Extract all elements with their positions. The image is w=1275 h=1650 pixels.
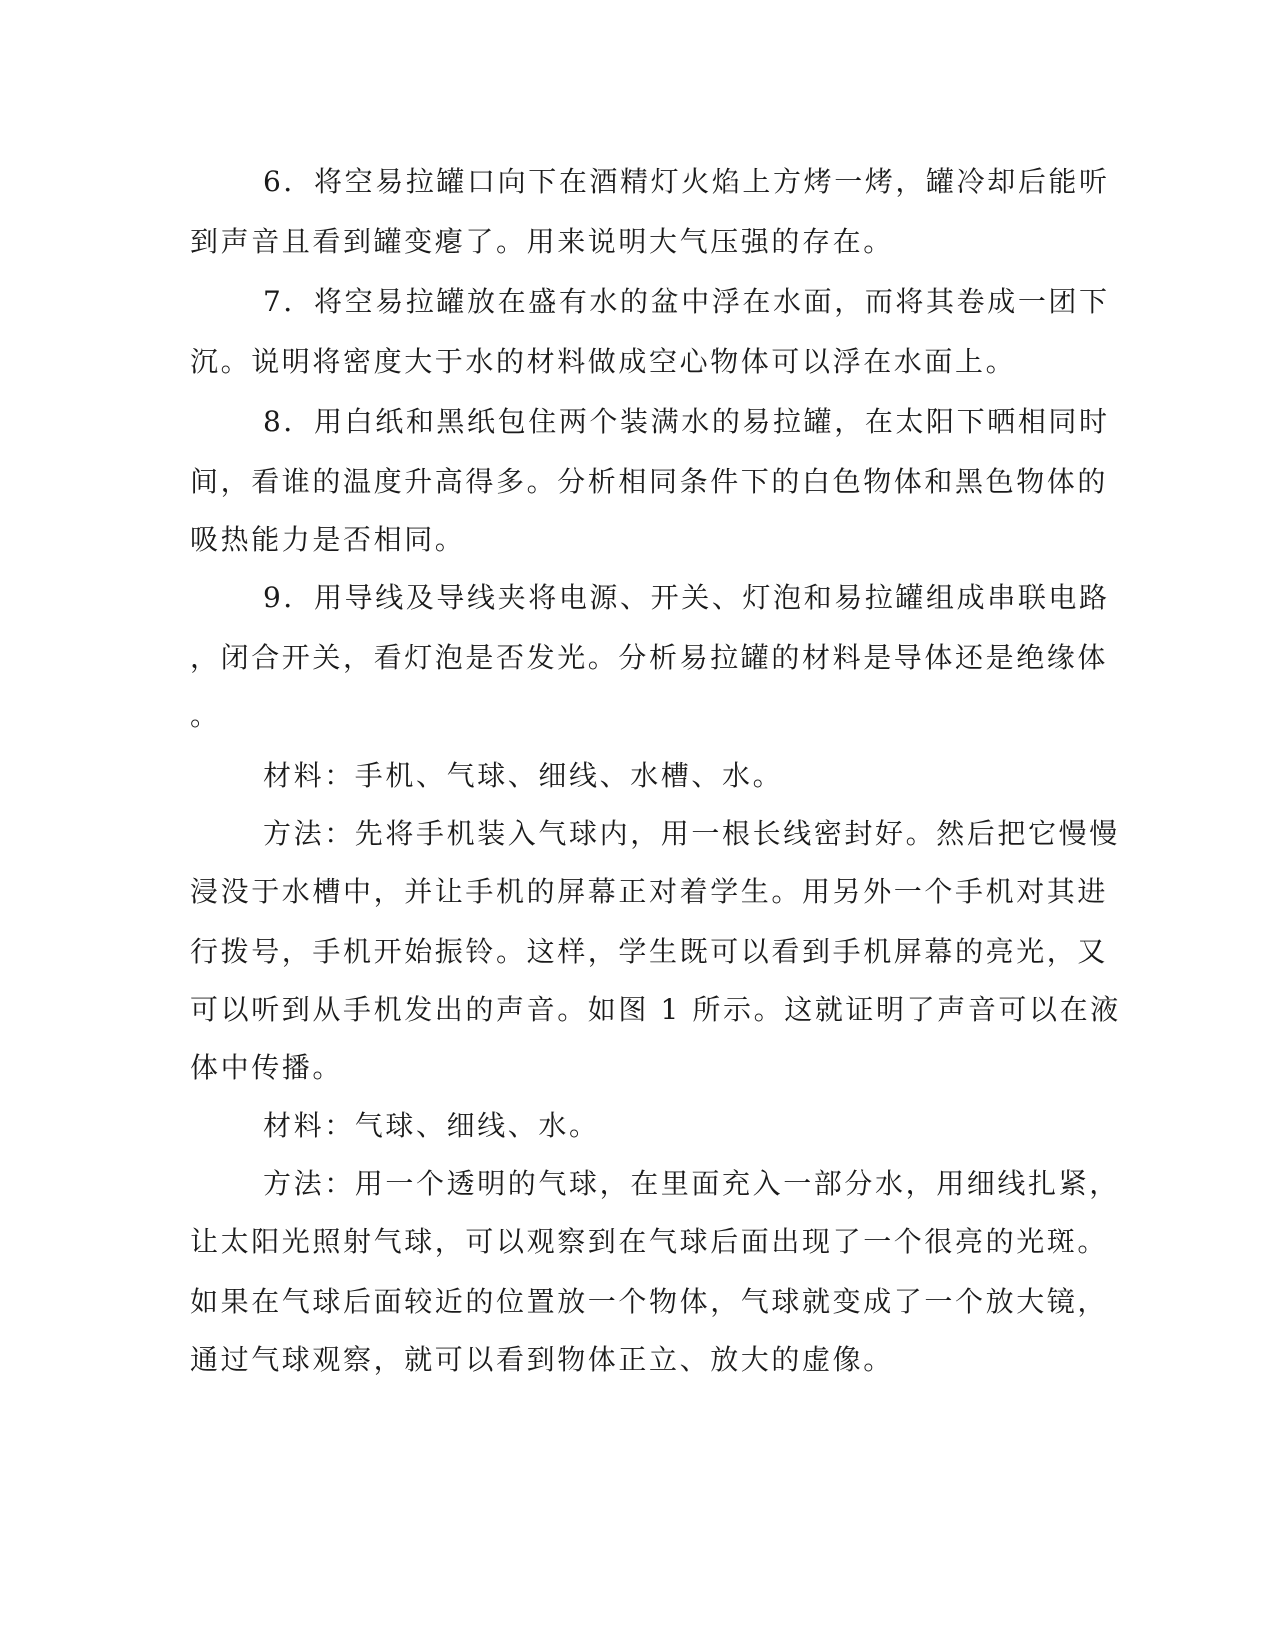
method-1-line-2: 浸没于水槽中，并让手机的屏幕正对着学生。用另外一个手机对其进 xyxy=(190,875,1109,908)
method-1-line-4: 可以听到从手机发出的声音。如图 1 所示。这就证明了声音可以在液 xyxy=(190,993,1121,1026)
item-6-line-2: 到声音且看到罐变瘪了。用来说明大气压强的存在。 xyxy=(190,225,894,258)
item-8-line-2: 间，看谁的温度升高得多。分析相同条件下的白色物体和黑色物体的 xyxy=(190,465,1109,498)
materials-2: 材料：气球、细线、水。 xyxy=(263,1109,600,1142)
item-8-line-3: 吸热能力是否相同。 xyxy=(190,523,466,556)
method-2-line-3: 如果在气球后面较近的位置放一个物体，气球就变成了一个放大镜， xyxy=(190,1285,1109,1318)
item-7-line-2: 沉。说明将密度大于水的材料做成空心物体可以浮在水面上。 xyxy=(190,345,1017,378)
item-7-line-1: 7．将空易拉罐放在盛有水的盆中浮在水面，而将其卷成一团下 xyxy=(263,285,1110,318)
item-8-line-1: 8．用白纸和黑纸包住两个装满水的易拉罐，在太阳下晒相同时 xyxy=(263,405,1110,438)
item-9-line-1: 9．用导线及导线夹将电源、开关、灯泡和易拉罐组成串联电路 xyxy=(263,581,1110,614)
method-1-line-3: 行拨号，手机开始振铃。这样，学生既可以看到手机屏幕的亮光，又 xyxy=(190,935,1109,968)
method-1-line-1: 方法：先将手机装入气球内，用一根长线密封好。然后把它慢慢 xyxy=(263,817,1120,850)
item-6-line-1: 6．将空易拉罐口向下在酒精灯火焰上方烤一烤，罐冷却后能听 xyxy=(263,165,1110,198)
method-2-line-1: 方法：用一个透明的气球，在里面充入一部分水，用细线扎紧， xyxy=(263,1167,1120,1200)
method-1-line-5: 体中传播。 xyxy=(190,1051,344,1084)
materials-1: 材料：手机、气球、细线、水槽、水。 xyxy=(263,759,784,792)
item-9-line-2: ，闭合开关，看灯泡是否发光。分析易拉罐的材料是导体还是绝缘体 xyxy=(190,641,1109,674)
method-2-line-4: 通过气球观察，就可以看到物体正立、放大的虚像。 xyxy=(190,1343,894,1376)
item-9-line-3: 。 xyxy=(190,699,221,732)
method-2-line-2: 让太阳光照射气球，可以观察到在气球后面出现了一个很亮的光斑。 xyxy=(190,1225,1109,1258)
